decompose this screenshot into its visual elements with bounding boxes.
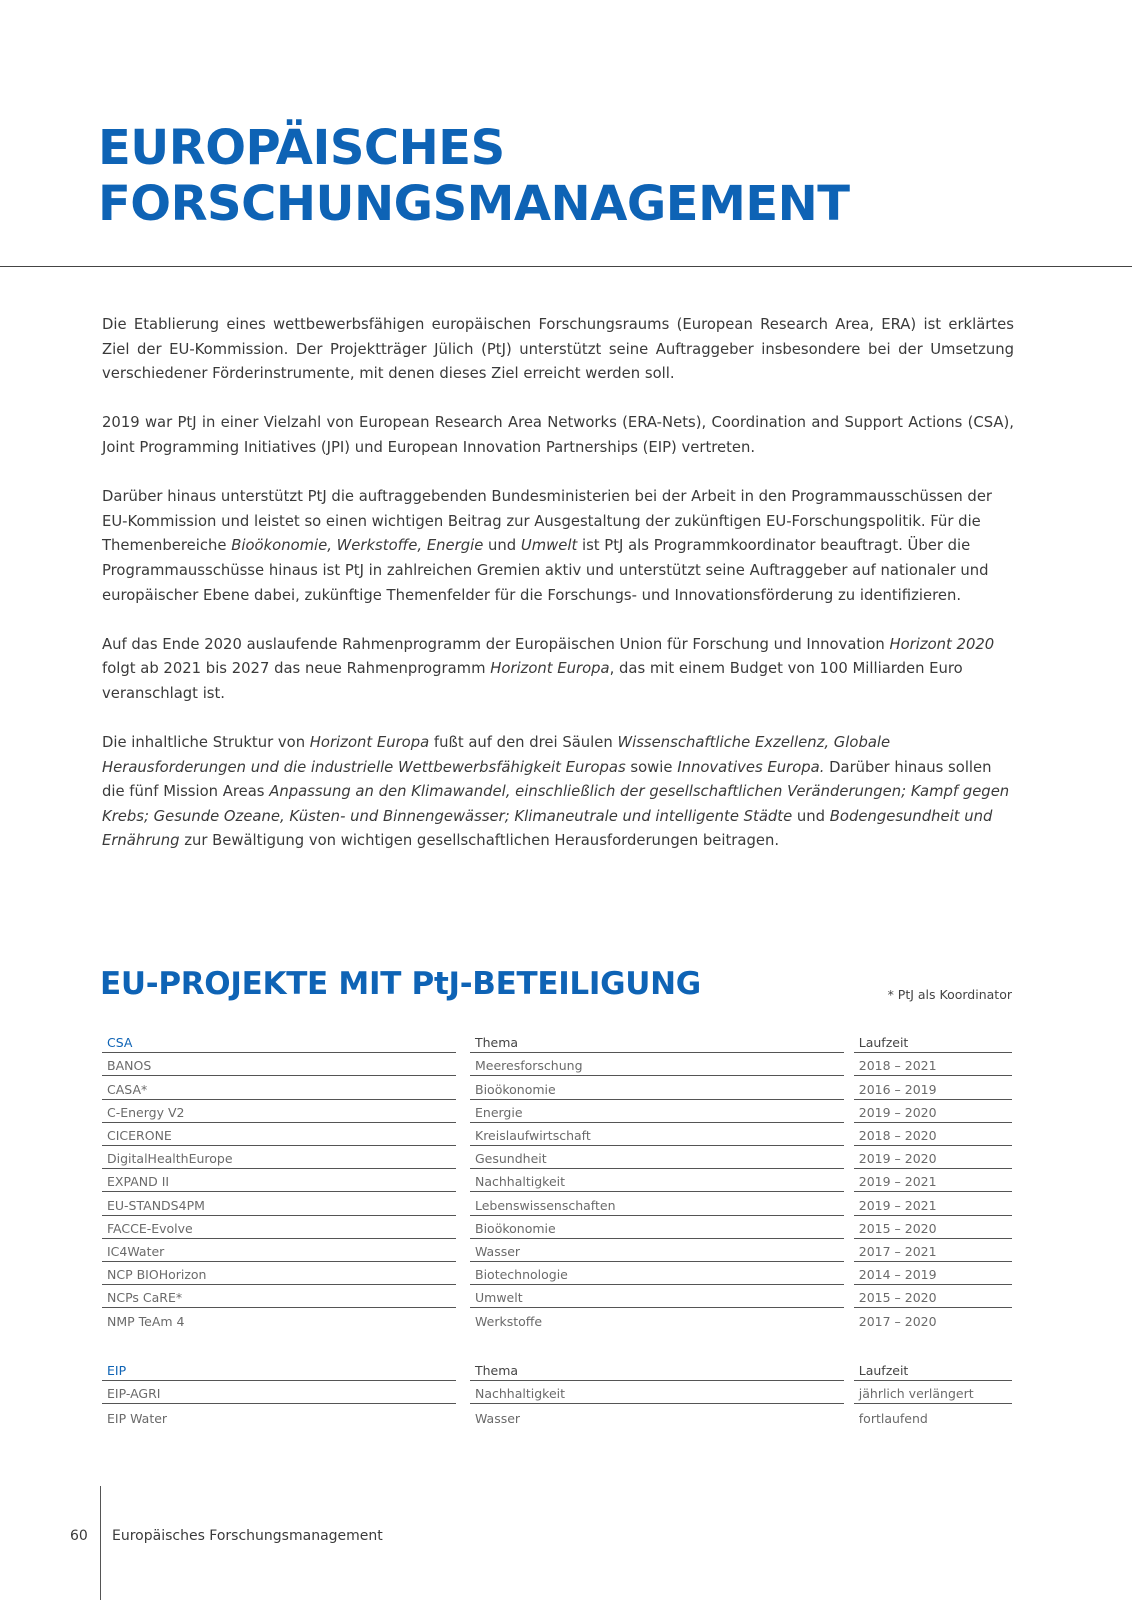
- cell-duration: 2019 – 2020: [854, 1100, 1012, 1123]
- page-title-line-2: FORSCHUNGSMANAGEMENT: [98, 176, 850, 232]
- cell-duration: 2016 – 2019: [854, 1076, 1012, 1099]
- table-row: [102, 1146, 1012, 1169]
- table-row: [102, 1216, 1012, 1239]
- intro-text: [102, 313, 1014, 879]
- column-header-project: CSA: [102, 1030, 456, 1053]
- cell-project: EIP-AGRI: [102, 1381, 456, 1404]
- table-row: [102, 1169, 1012, 1192]
- cell-duration: 2019 – 2021: [854, 1192, 1012, 1215]
- footer-title: Europäisches Forschungsmanagement: [112, 1528, 383, 1544]
- cell-project: FACCE-Evolve: [102, 1216, 456, 1239]
- cell-topic: Umwelt: [470, 1285, 844, 1308]
- cell-topic: Lebenswissenschaften: [470, 1192, 844, 1215]
- column-header-topic: Thema: [470, 1030, 844, 1053]
- cell-duration: 2018 – 2020: [854, 1123, 1012, 1146]
- footer-divider: [100, 1486, 101, 1600]
- cell-topic: Kreislaufwirtschaft: [470, 1123, 844, 1146]
- title-divider: [0, 266, 1132, 267]
- table-row: [102, 1239, 1012, 1262]
- cell-topic: Energie: [470, 1100, 844, 1123]
- cell-duration: 2019 – 2021: [854, 1169, 1012, 1192]
- eip-header-row: [102, 1358, 1012, 1381]
- csa-header-row: [102, 1030, 1012, 1053]
- eip-table: [102, 1358, 1012, 1428]
- cell-topic: Wasser: [470, 1239, 844, 1262]
- cell-project: NMP TeAm 4: [107, 1314, 185, 1330]
- column-header-duration: Laufzeit: [854, 1358, 1012, 1381]
- paragraph-2: 2019 war PtJ in einer Vielzahl von European Research Area Networks (ERA-Nets), Coordination and Support Actions (CSA), Joint Programming Initiatives (JPI) und European Innovation Partnerships (EIP) vertreten.: [102, 414, 1014, 456]
- coordinator-note: * PtJ als Koordinator: [887, 987, 1012, 1002]
- cell-project: C-Energy V2: [102, 1100, 456, 1123]
- cell-duration: fortlaufend: [858, 1410, 928, 1426]
- page-number: 60: [70, 1528, 88, 1544]
- table-row: [102, 1123, 1012, 1146]
- table-row: [102, 1076, 1012, 1099]
- cell-topic: Nachhaltigkeit: [470, 1381, 844, 1404]
- table-row: [102, 1192, 1012, 1215]
- table-row: [102, 1100, 1012, 1123]
- column-header-project: EIP: [102, 1358, 456, 1381]
- cell-duration: 2018 – 2021: [854, 1053, 1012, 1076]
- cell-topic: Werkstoffe: [475, 1314, 543, 1330]
- page-title: [98, 120, 850, 232]
- cell-duration: 2017 – 2021: [854, 1239, 1012, 1262]
- cell-project: NCP BIOHorizon: [102, 1262, 456, 1285]
- projects-heading: EU-PROJEKTE MIT PtJ-BETEILIGUNG: [100, 966, 701, 1002]
- cell-duration: 2015 – 2020: [854, 1216, 1012, 1239]
- cell-project: DigitalHealthEurope: [102, 1146, 456, 1169]
- table-row: [102, 1053, 1012, 1076]
- cell-topic: Bioökonomie: [470, 1216, 844, 1239]
- cell-duration: 2014 – 2019: [854, 1262, 1012, 1285]
- cell-topic: Wasser: [475, 1410, 521, 1426]
- paragraph-5: Die inhaltliche Struktur von Horizont Europa fußt auf den drei Säulen Wissenschaftliche Exzellenz, Globale Herausforderungen und die industrielle Wettbewerbsfähigkeit Europas sowie Innovatives Europa. Darüber hinaus sollen die fünf Mission Areas Anpassung an den Klimawandel, einschließlich der gesellschaftlichen Veränderungen; Kampf gegen Krebs; Gesunde Ozeane, Küsten- und Binnengewässer; Klimaneutrale und intelligente Städte und Bodengesundheit und Ernährung zur Bewältigung von wichtigen gesellschaftlichen Herausforderungen beitragen.: [102, 734, 1010, 850]
- cell-project: NCPs CaRE*: [102, 1285, 456, 1308]
- table-row: [102, 1381, 1012, 1404]
- table-row: [102, 1308, 1012, 1331]
- table-row: [102, 1285, 1012, 1308]
- csa-table: [102, 1030, 1012, 1331]
- cell-topic: Bioökonomie: [470, 1076, 844, 1099]
- cell-topic: Meeresforschung: [470, 1053, 844, 1076]
- cell-topic: Nachhaltigkeit: [470, 1169, 844, 1192]
- paragraph-3: Darüber hinaus unterstützt PtJ die auftraggebenden Bundesministerien bei der Arbeit in den Programmausschüssen der EU-Kommission und leistet so einen wichtigen Beitrag zur Ausgestaltung der zukünftigen EU-Forschungspolitik. Für die Themenbereiche Bioökonomie, Werkstoffe, Energie und Umwelt ist PtJ als Programmkoordinator beauftragt. Über die Programmausschüsse hinaus ist PtJ in zahlreichen Gremien aktiv und unterstützt seine Auftraggeber auf nationaler und europäischer Ebene dabei, zukünftige Themenfelder für die Forschungs- und Innovationsförderung zu identifizieren.: [102, 488, 993, 604]
- cell-topic: Biotechnologie: [470, 1262, 844, 1285]
- cell-duration: jährlich verlängert: [854, 1381, 1012, 1404]
- table-row: [102, 1262, 1012, 1285]
- cell-duration: 2019 – 2020: [854, 1146, 1012, 1169]
- cell-duration: 2015 – 2020: [854, 1285, 1012, 1308]
- column-header-duration: Laufzeit: [854, 1030, 1012, 1053]
- cell-project: CICERONE: [102, 1123, 456, 1146]
- cell-project: EXPAND II: [102, 1169, 456, 1192]
- table-row: [102, 1404, 1012, 1427]
- cell-project: CASA*: [102, 1076, 456, 1099]
- cell-project: IC4Water: [102, 1239, 456, 1262]
- cell-project: BANOS: [102, 1053, 456, 1076]
- cell-duration: 2017 – 2020: [858, 1314, 937, 1330]
- cell-topic: Gesundheit: [470, 1146, 844, 1169]
- paragraph-1: Die Etablierung eines wettbewerbsfähigen europäischen Forschungsraums (European Research Area, ERA) ist erklärtes Ziel der EU-Kommission. Der Projektträger Jülich (PtJ) unterstützt seine Auftraggeber insbesondere bei der Umsetzung verschiedener Förderinstrumente, mit denen dieses Ziel erreicht werden soll.: [102, 316, 1014, 383]
- page-title-line-1: EUROPÄISCHES: [98, 120, 505, 176]
- paragraph-4: Auf das Ende 2020 auslaufende Rahmenprogramm der Europäischen Union für Forschung und Innovation Horizont 2020 folgt ab 2021 bis 2027 das neue Rahmenprogramm Horizont Europa, das mit einem Budget von 100 Milliarden Euro veranschlagt ist.: [102, 635, 995, 702]
- cell-project: EU-STANDS4PM: [102, 1192, 456, 1215]
- cell-project: EIP Water: [107, 1410, 168, 1426]
- column-header-topic: Thema: [470, 1358, 844, 1381]
